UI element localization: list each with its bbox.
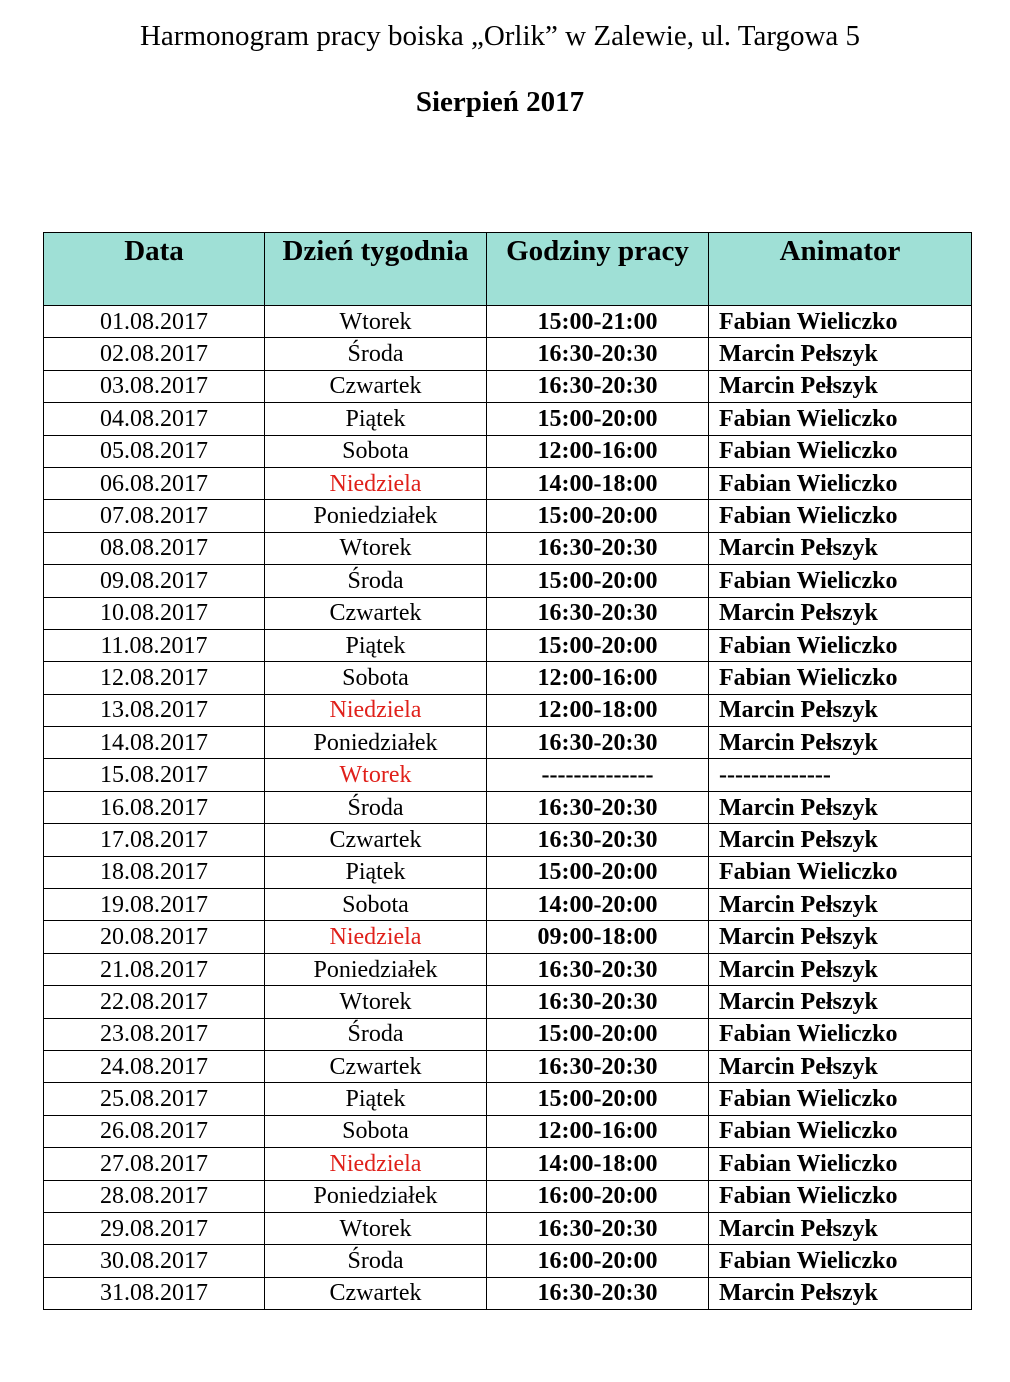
table-row [44, 1018, 972, 1050]
weekday-cell: Piątek [265, 1083, 487, 1115]
table-row [44, 1212, 972, 1244]
animator-cell: Marcin Pełszyk [709, 986, 972, 1018]
date-cell: 17.08.2017 [44, 824, 265, 856]
weekday-cell: Sobota [265, 889, 487, 921]
animator-cell: Marcin Pełszyk [709, 1050, 972, 1082]
hours-cell: 16:30-20:30 [487, 370, 709, 402]
table-row [44, 1083, 972, 1115]
hours-cell: 16:30-20:30 [487, 727, 709, 759]
table-row [44, 338, 972, 370]
hours-cell: 16:30-20:30 [487, 532, 709, 564]
table-row [44, 467, 972, 499]
weekday-cell: Poniedziałek [265, 1180, 487, 1212]
hours-cell: 15:00-20:00 [487, 856, 709, 888]
animator-cell: Fabian Wieliczko [709, 565, 972, 597]
hours-cell: 16:30-20:30 [487, 986, 709, 1018]
hours-cell: 12:00-16:00 [487, 662, 709, 694]
table-row [44, 953, 972, 985]
table-row [44, 694, 972, 726]
date-cell: 09.08.2017 [44, 565, 265, 597]
table-row [44, 403, 972, 435]
table-row [44, 856, 972, 888]
table-row [44, 1245, 972, 1277]
animator-cell: Fabian Wieliczko [709, 1115, 972, 1147]
animator-cell: Fabian Wieliczko [709, 856, 972, 888]
weekday-cell: Wtorek [265, 1212, 487, 1244]
weekday-cell: Środa [265, 338, 487, 370]
date-cell: 12.08.2017 [44, 662, 265, 694]
animator-cell: Marcin Pełszyk [709, 370, 972, 402]
date-cell: 16.08.2017 [44, 791, 265, 823]
weekday-cell: Poniedziałek [265, 500, 487, 532]
table-row [44, 629, 972, 661]
hours-cell: 16:30-20:30 [487, 1212, 709, 1244]
weekday-cell: Wtorek [265, 306, 487, 338]
animator-cell: Marcin Pełszyk [709, 597, 972, 629]
animator-cell: Fabian Wieliczko [709, 500, 972, 532]
animator-cell: Marcin Pełszyk [709, 953, 972, 985]
date-cell: 11.08.2017 [44, 629, 265, 661]
weekday-cell: Niedziela [265, 1148, 487, 1180]
date-cell: 03.08.2017 [44, 370, 265, 402]
date-cell: 02.08.2017 [44, 338, 265, 370]
weekday-cell: Czwartek [265, 824, 487, 856]
animator-cell: Fabian Wieliczko [709, 1245, 972, 1277]
table-row [44, 370, 972, 402]
hours-cell: 16:00-20:00 [487, 1245, 709, 1277]
date-cell: 21.08.2017 [44, 953, 265, 985]
weekday-cell: Środa [265, 565, 487, 597]
date-cell: 31.08.2017 [44, 1277, 265, 1309]
hours-cell: 16:30-20:30 [487, 791, 709, 823]
table-row [44, 921, 972, 953]
weekday-cell: Poniedziałek [265, 953, 487, 985]
hours-cell: -------------- [487, 759, 709, 791]
table-row [44, 1277, 972, 1309]
hours-cell: 15:00-20:00 [487, 565, 709, 597]
date-cell: 08.08.2017 [44, 532, 265, 564]
hours-cell: 16:30-20:30 [487, 597, 709, 629]
animator-cell: Marcin Pełszyk [709, 1212, 972, 1244]
table-row [44, 306, 972, 338]
date-cell: 01.08.2017 [44, 306, 265, 338]
animator-cell: Fabian Wieliczko [709, 1148, 972, 1180]
table-row [44, 824, 972, 856]
schedule-table [43, 232, 972, 1310]
date-cell: 15.08.2017 [44, 759, 265, 791]
date-cell: 14.08.2017 [44, 727, 265, 759]
date-cell: 13.08.2017 [44, 694, 265, 726]
table-row [44, 986, 972, 1018]
table-row [44, 662, 972, 694]
animator-cell: Marcin Pełszyk [709, 824, 972, 856]
table-row [44, 1180, 972, 1212]
table-row [44, 500, 972, 532]
animator-cell: Marcin Pełszyk [709, 921, 972, 953]
date-cell: 30.08.2017 [44, 1245, 265, 1277]
weekday-cell: Sobota [265, 1115, 487, 1147]
weekday-cell: Niedziela [265, 694, 487, 726]
table-row [44, 791, 972, 823]
animator-cell: Marcin Pełszyk [709, 889, 972, 921]
animator-cell: Marcin Pełszyk [709, 1277, 972, 1309]
weekday-cell: Środa [265, 791, 487, 823]
date-cell: 26.08.2017 [44, 1115, 265, 1147]
date-cell: 23.08.2017 [44, 1018, 265, 1050]
hours-cell: 15:00-20:00 [487, 1018, 709, 1050]
animator-cell: Marcin Pełszyk [709, 532, 972, 564]
weekday-cell: Czwartek [265, 1277, 487, 1309]
hours-cell: 16:30-20:30 [487, 338, 709, 370]
animator-cell: Fabian Wieliczko [709, 1083, 972, 1115]
hours-cell: 12:00-18:00 [487, 694, 709, 726]
weekday-cell: Wtorek [265, 532, 487, 564]
header-date: Data [44, 233, 265, 306]
hours-cell: 16:30-20:30 [487, 824, 709, 856]
date-cell: 06.08.2017 [44, 467, 265, 499]
header-row [44, 233, 972, 306]
weekday-cell: Poniedziałek [265, 727, 487, 759]
weekday-cell: Czwartek [265, 370, 487, 402]
animator-cell: Fabian Wieliczko [709, 662, 972, 694]
table-row [44, 565, 972, 597]
hours-cell: 14:00-20:00 [487, 889, 709, 921]
table-row [44, 727, 972, 759]
hours-cell: 12:00-16:00 [487, 1115, 709, 1147]
header-animator: Animator [709, 233, 972, 306]
weekday-cell: Niedziela [265, 467, 487, 499]
weekday-cell: Czwartek [265, 597, 487, 629]
animator-cell: Marcin Pełszyk [709, 338, 972, 370]
date-cell: 27.08.2017 [44, 1148, 265, 1180]
animator-cell: Fabian Wieliczko [709, 467, 972, 499]
table-row [44, 597, 972, 629]
animator-cell: Fabian Wieliczko [709, 1180, 972, 1212]
hours-cell: 15:00-20:00 [487, 500, 709, 532]
animator-cell: Fabian Wieliczko [709, 629, 972, 661]
weekday-cell: Sobota [265, 662, 487, 694]
hours-cell: 15:00-20:00 [487, 629, 709, 661]
animator-cell: Marcin Pełszyk [709, 694, 972, 726]
animator-cell: Marcin Pełszyk [709, 791, 972, 823]
hours-cell: 12:00-16:00 [487, 435, 709, 467]
hours-cell: 14:00-18:00 [487, 467, 709, 499]
table-row [44, 1148, 972, 1180]
animator-cell: Fabian Wieliczko [709, 1018, 972, 1050]
table-row [44, 889, 972, 921]
document-subtitle: Sierpień 2017 [415, 86, 585, 118]
animator-cell: Fabian Wieliczko [709, 435, 972, 467]
header-weekday: Dzień tygodnia [265, 233, 487, 306]
hours-cell: 16:30-20:30 [487, 1050, 709, 1082]
date-cell: 28.08.2017 [44, 1180, 265, 1212]
hours-cell: 16:00-20:00 [487, 1180, 709, 1212]
date-cell: 24.08.2017 [44, 1050, 265, 1082]
date-cell: 25.08.2017 [44, 1083, 265, 1115]
document-title: Harmonogram pracy boiska „Orlik” w Zalewie, ul. Targowa 5 [139, 20, 861, 52]
table-row [44, 435, 972, 467]
table-row [44, 759, 972, 791]
hours-cell: 15:00-21:00 [487, 306, 709, 338]
animator-cell: Marcin Pełszyk [709, 727, 972, 759]
hours-cell: 14:00-18:00 [487, 1148, 709, 1180]
date-cell: 18.08.2017 [44, 856, 265, 888]
hours-cell: 09:00-18:00 [487, 921, 709, 953]
date-cell: 07.08.2017 [44, 500, 265, 532]
weekday-cell: Piątek [265, 629, 487, 661]
weekday-cell: Wtorek [265, 759, 487, 791]
hours-cell: 16:30-20:30 [487, 953, 709, 985]
date-cell: 19.08.2017 [44, 889, 265, 921]
table-row [44, 1115, 972, 1147]
weekday-cell: Sobota [265, 435, 487, 467]
weekday-cell: Piątek [265, 856, 487, 888]
schedule-rows [44, 306, 972, 1310]
date-cell: 22.08.2017 [44, 986, 265, 1018]
weekday-cell: Wtorek [265, 986, 487, 1018]
weekday-cell: Niedziela [265, 921, 487, 953]
date-cell: 20.08.2017 [44, 921, 265, 953]
header-hours: Godziny pracy [487, 233, 709, 306]
table-row [44, 532, 972, 564]
date-cell: 04.08.2017 [44, 403, 265, 435]
hours-cell: 15:00-20:00 [487, 1083, 709, 1115]
weekday-cell: Piątek [265, 403, 487, 435]
weekday-cell: Środa [265, 1245, 487, 1277]
weekday-cell: Czwartek [265, 1050, 487, 1082]
date-cell: 10.08.2017 [44, 597, 265, 629]
date-cell: 29.08.2017 [44, 1212, 265, 1244]
hours-cell: 16:30-20:30 [487, 1277, 709, 1309]
table-row [44, 1050, 972, 1082]
hours-cell: 15:00-20:00 [487, 403, 709, 435]
animator-cell: Fabian Wieliczko [709, 306, 972, 338]
animator-cell: -------------- [709, 759, 972, 791]
date-cell: 05.08.2017 [44, 435, 265, 467]
weekday-cell: Środa [265, 1018, 487, 1050]
animator-cell: Fabian Wieliczko [709, 403, 972, 435]
